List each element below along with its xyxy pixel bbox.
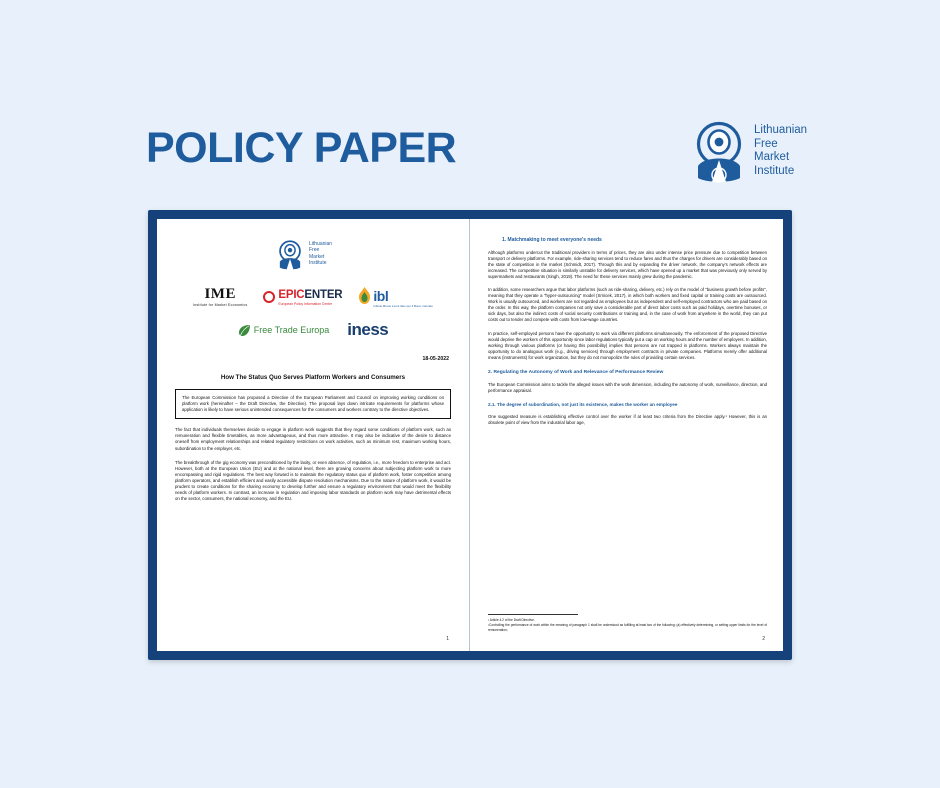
ibl-logo <box>358 287 433 308</box>
partner-logos-row-1 <box>175 287 451 308</box>
section-2-1-title: 2.1. The degree of subordination, not just its existence, makes the worker an employee <box>488 401 678 407</box>
epicenter-logo-main-red: EPIC <box>278 289 305 301</box>
document-heading: How The Status Quo Serves Platform Workers and Consumers <box>220 374 406 381</box>
book-pages <box>157 219 783 651</box>
iness-logo: iness <box>347 320 389 339</box>
page-number-left: 1 <box>446 636 449 642</box>
body-paragraph: In addition, some researchers argue that labor platforms (such as ride-sharing, delivery, etc.) rely on the model of "business growth before profits", meaning that they operate a "hyper-outsourcing" model (Srnicek, 2017), in which both workers and fixed capital or training costs are outsourced. Work is usually outsourced, and workers are not regarded as employees but as independent and self-employed contractors who are paid based on the order. In this way, the platform companies not only save a considerable part of direct labor costs such as paid holidays, overtime bonuses, or sick days, but also the indirect costs of social security contributions or training and, in the case of work from anywhere in the world, they can put costs out to tender and compete with costs from low-wage countries. <box>488 287 767 323</box>
doc-lfmi-line-4: Institute <box>309 260 327 267</box>
body-paragraph: The European Commission aims to tackle the alleged issues with the work dimension, including the autonomy of work, surveillance, direction, and performance appraisal. <box>488 381 767 393</box>
page-title: POLICY PAPER <box>146 124 457 172</box>
doc-lfmi-line-3: Market <box>309 253 325 260</box>
section-2-title: 2. Regulating the Autonomy of Work and Relevance of Performance Review <box>488 369 664 375</box>
open-book <box>148 210 792 660</box>
epicenter-logo-main-dark: ENTER <box>304 289 343 301</box>
leaf-icon <box>238 324 251 337</box>
body-paragraph: The fact that individuals themselves decide to engage in platform work suggests that they regard some conditions of platform work, such as remuneration and flexible timetables, as more advantageous, and thus more attractive. It may also be indicative of the desire to distance oneself from employment relationships and related regulatory restrictions on work activities, such as minimum rest, maximum working hours, subordination to the employer, etc. <box>175 427 451 451</box>
footnote-item: ¹ Article 4.2 of the Draft Directive. <box>488 617 535 622</box>
header <box>0 110 940 200</box>
document-summary-box <box>175 389 451 419</box>
right-page-body-2 <box>488 382 767 394</box>
body-paragraph: Although platforms undercut the traditional providers in terms of prices, they are also under intense price pressure due to competition between transport or delivery platforms. For example, ride-sharing services tend to reduce fares and thus the charges for drivers are considerably based on the state of competition in the market (Schmidt, 2017). Through this and by expanding the driver network, the company's network effects are increased. The competitive situation is similarly unstable for delivery services, which have opened up a market that was previously only served by supermarkets and restaurants (Singh, 2019). The need for these services mainly grew during the pandemic. <box>488 250 767 280</box>
partner-logos-row-2 <box>175 320 451 340</box>
right-page-body-3 <box>488 414 767 426</box>
page-number-right: 2 <box>762 636 765 642</box>
document-page-right <box>470 219 783 651</box>
document-date: 18-05-2022 <box>422 356 449 362</box>
document-lfmi-logo <box>261 239 365 273</box>
document-lfmi-logo-text <box>309 241 332 267</box>
lfmi-logo-text <box>754 124 807 178</box>
lfmi-owl-icon <box>275 239 305 271</box>
ibl-logo-main: ibl <box>373 288 389 304</box>
footnotes <box>488 614 767 633</box>
left-page-body <box>175 427 451 502</box>
epicenter-logo-sub: European Policy Information Center <box>278 302 333 306</box>
epicenter-logo <box>263 289 342 306</box>
doc-lfmi-line-1: Lithuanian <box>309 241 333 247</box>
right-page-body <box>488 250 767 361</box>
lfmi-line-1: Lithuanian <box>754 124 808 136</box>
summary-paragraph: The European Commission has proposed a Directive of the European Parliament and Council on improving working conditions on platform work (hereinafter – the Draft Directive, the Directive). The proposal lays down intricate requirements for platforms whose application is likely to have serious unintended consequences for the consumers and workers contrary to the directive objectives. <box>182 395 444 413</box>
body-paragraph: The breakthrough of the gig economy was preconditioned by the laxity, or even absence, of regulation, i.e., more freedom to enterprise and act. However, both at the European Union (EU) and at the national level, there are growing concerns about subjecting platform work to more encompassing and rigid regulations. The best way forward is to maintain the regulatory status quo of platform work, foster competition among platform operators, and establish efficient and easily accessible dispute resolution mechanisms. Due to the nature of platform work, it would be prudent to create conditions for the sharing economy to develop further and ensure a regulatory environment that would meet the flexibility needs of platform workers. In contrast, an increase in regulation and imposing labor standards on platform work may have detrimental effects on the sector, consumers, the national economy, and the EU. <box>175 459 451 502</box>
footnote-divider <box>488 614 578 615</box>
ime-logo <box>193 287 247 308</box>
body-paragraph: One suggested measure is establishing effective control over the worker if at least two criteria from the Directive apply.¹ However, this is an obsolete point of view from the industrial labor age, <box>488 413 767 425</box>
ime-logo-sub: Institute for Market Economics <box>193 303 248 308</box>
body-paragraph: In practice, self-employed persons have the opportunity to work via different platforms simultaneously. The enforcement of the proposed Directive would deprive the workers of this opportunity since labor regulations typically put a cap on working hours and the number of employers. In addition, working through various platforms (or having this possibility) implies that persons are not trapped in platforms. Workers always maintain the opportunity to do analogous work (e.g., driving services) through employment contracts in private companies. Platforms merely offer additional means (instruments) for work organization, but they do not monopolize the rules of providing certain services. <box>488 330 767 360</box>
lfmi-owl-icon <box>688 120 750 184</box>
lfmi-line-2: Free <box>754 137 778 150</box>
ime-logo-main: IME <box>204 286 236 303</box>
free-trade-europa-logo <box>238 324 330 337</box>
lfmi-line-3: Market <box>754 151 790 163</box>
footnote-item: ¹Controlling the performance of work within the meaning of paragraph 1 shall be understood as fulfilling at least two of the following: (a) effectively determining, or setting upper limits for the level of remuneration; <box>488 623 767 632</box>
ibl-logo-sub: Istituto Bruno Leoni idee per il libero mercato <box>373 304 433 308</box>
epicenter-circle-icon <box>263 291 275 303</box>
lfmi-line-4: Institute <box>754 164 795 177</box>
lfmi-logo <box>688 118 878 190</box>
section-1-title: 1. Matchmaking to meet everyone's needs <box>502 237 602 243</box>
doc-lfmi-line-2: Free <box>309 247 320 254</box>
document-page-left <box>157 219 470 651</box>
ibl-flame-icon <box>358 287 371 305</box>
free-trade-europa-label: Free Trade Europa <box>253 325 330 335</box>
